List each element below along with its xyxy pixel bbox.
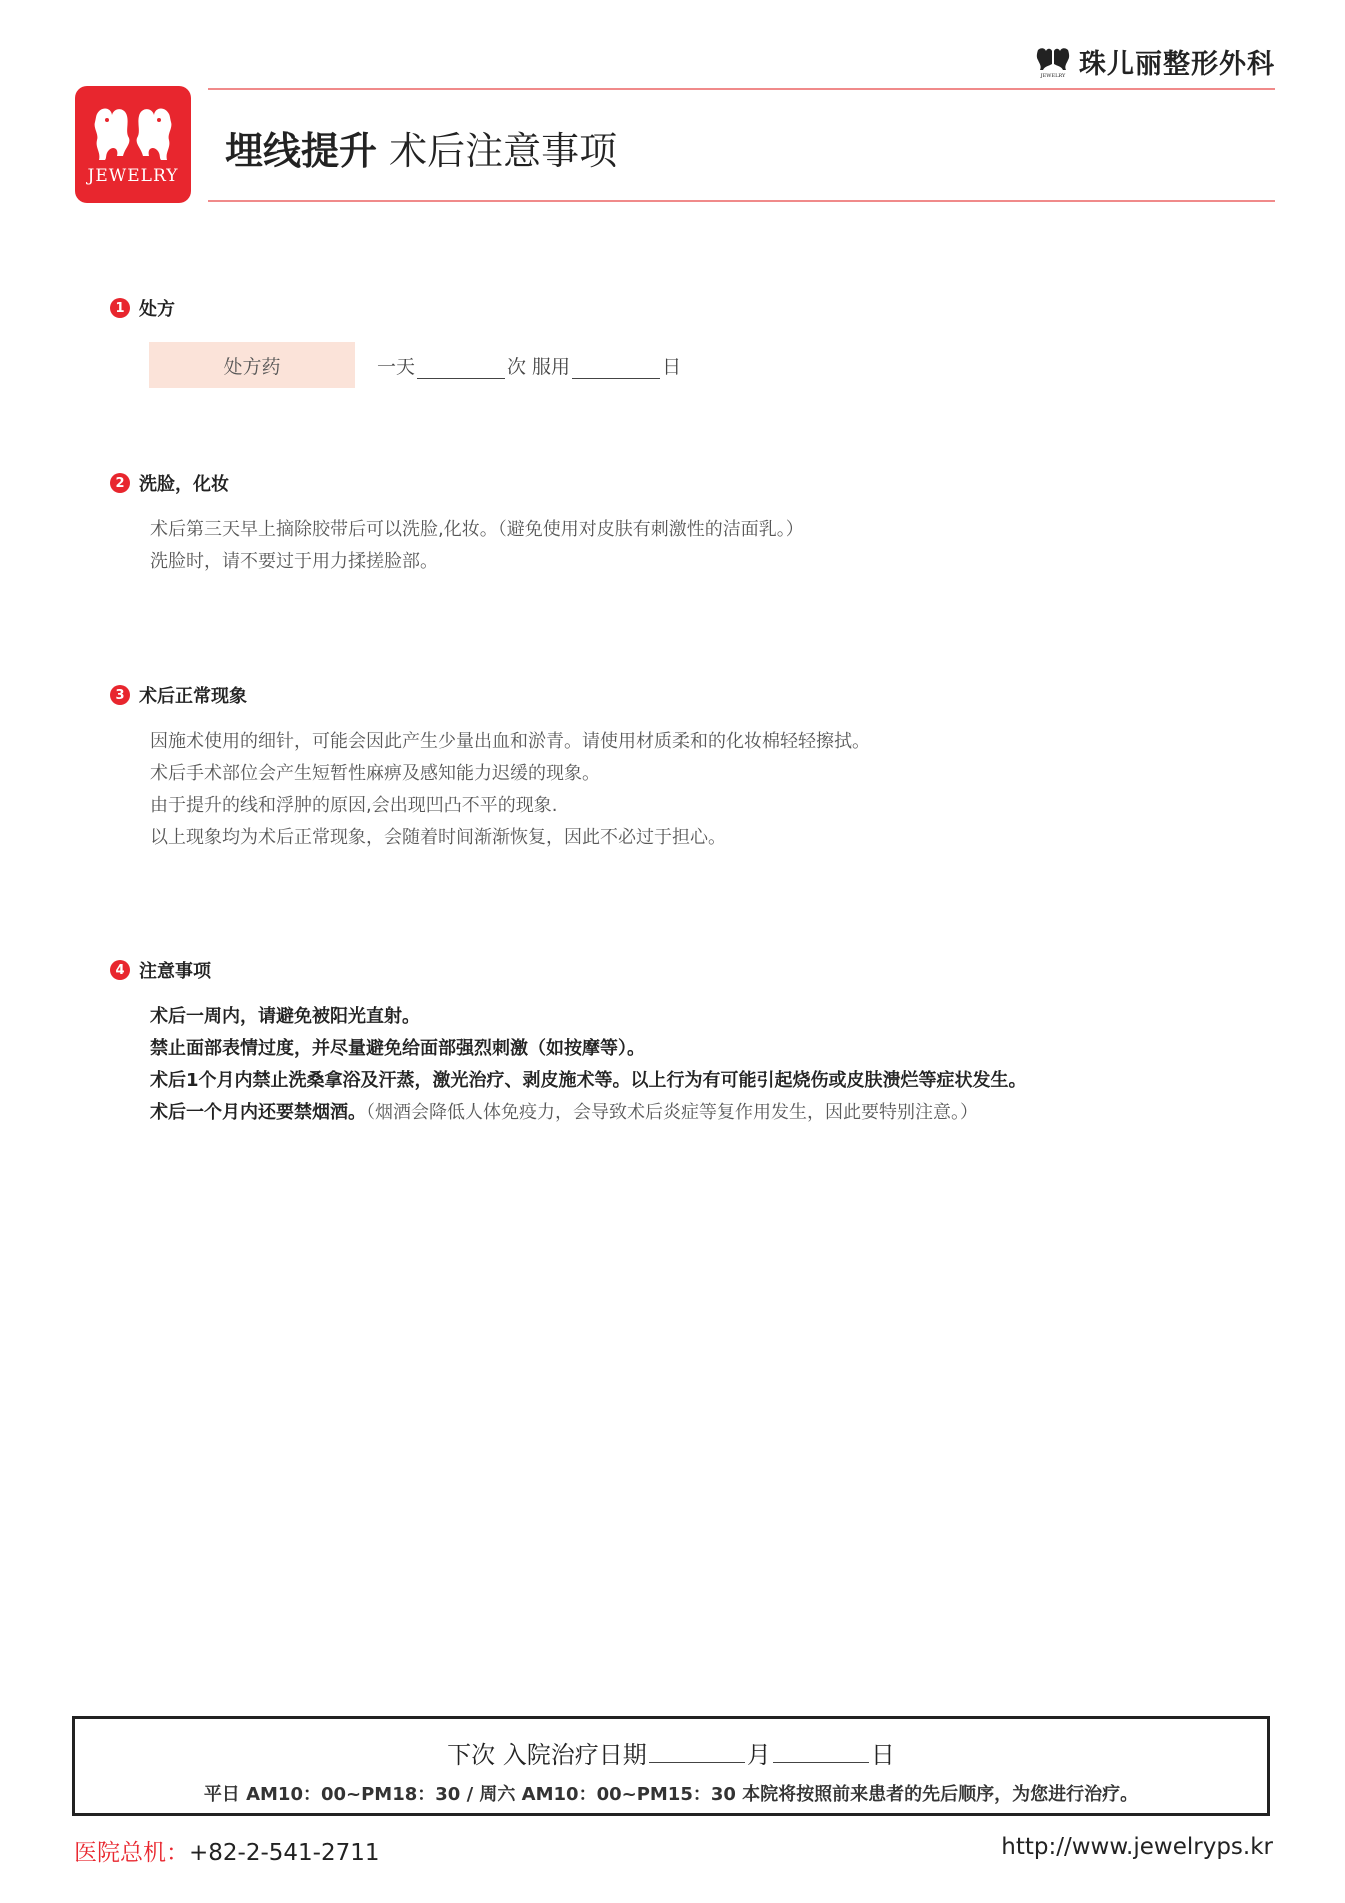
brand-header [1035, 42, 1275, 81]
title-bold: 埋线提升 [225, 129, 378, 173]
body-line: 禁止面部表情过度，并尽量避免给面部强烈刺激（如按摩等）。 [150, 1038, 645, 1059]
body-line: 由于提升的线和浮肿的原因,会出现凹凸不平的现象. [150, 795, 558, 816]
prescription-text [377, 352, 681, 379]
section-heading-text: 注意事项 [139, 961, 211, 982]
header-divider-bottom [208, 200, 1275, 202]
rx-times-label: 次 服用 [507, 355, 571, 378]
svg-text:JEWELRY: JEWELRY [1040, 72, 1066, 78]
section-cautions-body [150, 1001, 1027, 1129]
section-wash-body [150, 514, 804, 578]
next-visit-line [75, 1735, 1267, 1770]
days-blank[interactable] [572, 358, 660, 379]
day-blank[interactable] [773, 1740, 869, 1763]
month-blank[interactable] [649, 1740, 745, 1763]
section-number-badge: 4 [110, 960, 130, 980]
body-line: 以上现象均为术后正常现象，会随着时间渐渐恢复，因此不必过于担心。 [150, 827, 726, 848]
brand-name: 珠儿丽整形外科 [1079, 49, 1275, 80]
jewelry-logo [75, 86, 191, 203]
section-heading-cautions [110, 957, 211, 983]
body-line: 术后第三天早上摘除胶带后可以洗脸,化妆。（避免使用对皮肤有刺激性的洁面乳。） [150, 519, 804, 540]
section-heading-normal [110, 682, 247, 708]
header-divider-top [208, 88, 1275, 90]
body-line-mixed [150, 1097, 1027, 1129]
prescription-row [149, 342, 681, 388]
page-title [225, 120, 617, 175]
prescription-label: 处方药 [149, 342, 355, 388]
day-label: 日 [870, 1741, 895, 1769]
body-line: 术后一周内，请避免被阳光直射。 [150, 1006, 420, 1027]
body-line-bold-part: 术后一个月内还要禁烟酒。 [150, 1102, 366, 1123]
logo-text: JEWELRY [87, 165, 179, 186]
month-label: 月 [746, 1741, 771, 1769]
section-number-badge: 2 [110, 473, 130, 493]
section-heading-prescription [110, 295, 175, 321]
body-line: 术后1个月内禁止洗桑拿浴及汗蒸，激光治疗、剥皮施术等。以上行为有可能引起烧伤或皮肤溃烂等症状发生。 [150, 1070, 1027, 1091]
twin-figures-icon [91, 104, 175, 164]
phone-number[interactable]: +82-2-541-2711 [189, 1840, 380, 1866]
section-number-badge: 3 [110, 685, 130, 705]
website-link[interactable]: http://www.jewelryps.kr [1001, 1834, 1273, 1860]
section-normal-body [150, 726, 870, 854]
next-visit-box [72, 1716, 1270, 1816]
body-line: 洗脸时，请不要过于用力揉搓脸部。 [150, 551, 438, 572]
office-hours: 平日 AM10：00~PM18：30 / 周六 AM10：00~PM15：30 本院将按照前来患者的先后顺序，为您进行治疗。 [203, 1784, 1139, 1805]
section-heading-wash [110, 470, 229, 496]
section-number-badge: 1 [110, 298, 130, 318]
rx-days-label: 日 [662, 355, 682, 378]
rx-per-day-label: 一天 [377, 355, 416, 378]
body-line-normal-part: （烟酒会降低人体免疫力，会导致术后炎症等复作用发生，因此要特别注意。） [366, 1102, 978, 1123]
section-heading-text: 处方 [139, 299, 175, 320]
hospital-phone [74, 1834, 380, 1867]
section-heading-text: 洗脸，化妆 [139, 474, 229, 495]
title-normal: 术后注意事项 [377, 129, 618, 173]
phone-label: 医院总机： [74, 1840, 189, 1866]
body-line: 因施术使用的细针，可能会因此产生少量出血和淤青。请使用材质柔和的化妆棉轻轻擦拭。 [150, 731, 870, 752]
next-visit-label: 下次 入院治疗日期 [447, 1741, 647, 1769]
section-heading-text: 术后正常现象 [139, 686, 247, 707]
jewelry-mini-logo-icon [1035, 46, 1071, 78]
times-per-day-blank[interactable] [417, 358, 505, 379]
body-line: 术后手术部位会产生短暂性麻痹及感知能力迟缓的现象。 [150, 763, 600, 784]
